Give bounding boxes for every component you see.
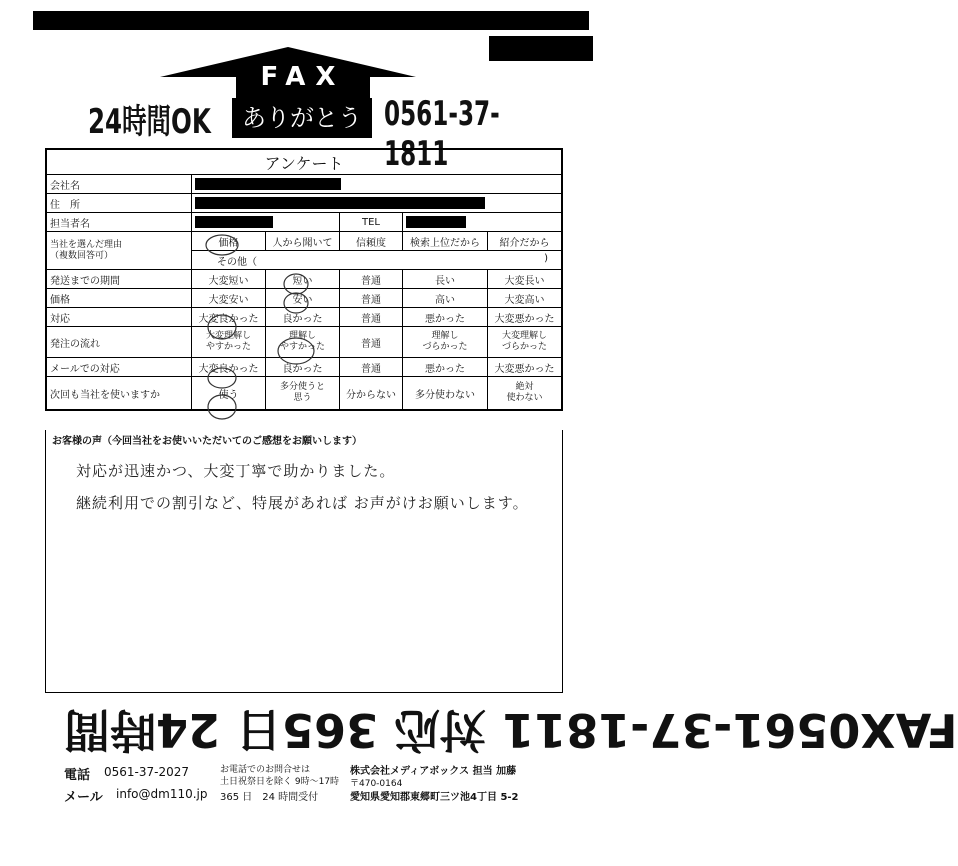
option-label: 絶対 使わない [506,382,543,403]
call-note-1: お電話でのお問合せは [220,765,311,775]
row-label-order-flow: 発注の流れ [47,327,192,358]
reason-option-label: 紹介だから [499,237,550,249]
handwritten-circles [0,0,612,430]
row-label-response: 対応 [47,308,192,327]
tel-label: TEL [340,213,403,232]
circle-mark [208,395,236,419]
option-label: 大変良かった [198,363,259,375]
circle-mark [284,293,308,313]
comments-heading: お客様の声（今回当社をお使いいただいてのご感想をお願いします） [52,436,362,447]
option-label: 大変短い [208,275,249,287]
handwritten-comment-line1: 対応が迅速かつ、大変丁寧で助かりました。 [76,462,396,480]
option-label: 普通 [360,338,381,350]
option-label: 普通 [360,275,381,287]
reason-option-label: 人から聞いて [272,237,333,249]
option-label: 使う [218,389,239,401]
fax-note: 365 日 24 時間受付 [220,792,319,803]
option-label: 良かった [282,313,323,325]
fax-phone-number: 0561-37-1811 [384,94,500,174]
circle-mark [284,274,308,294]
fax-heading: FAX [260,62,346,92]
option-label: 短い [292,275,313,287]
handwritten-comment-line2: 継続利用での割引など、特展があれば お声がけお願いします。 [76,494,529,512]
reason-other-label: その他（ [217,256,257,268]
option-label: 安い [292,294,313,306]
reason-option-label: 検索上位だから [409,237,480,249]
option-label: 分からない [345,389,396,401]
comments-box[interactable] [45,430,563,693]
survey-title: アンケート [47,150,562,175]
company-label: 会社名 [47,175,192,194]
option-label: 長い [434,275,455,287]
option-label: 良かった [282,363,323,375]
option-label: 普通 [360,294,381,306]
option-label: 悪かった [424,363,465,375]
fax-banner-text: FAX0561-37-1811 対応 365日 24時間 [64,703,958,757]
option-label: 大変高い [504,294,545,306]
option-label: 大変長い [504,275,545,287]
address-label: 住 所 [47,194,192,213]
tel-footer-number: 0561-37-2027 [104,765,190,779]
hours-label: 24時間OK [88,102,211,142]
company-address: 愛知県愛知郡東郷町三ツ池4丁目 5-2 [350,792,519,803]
reason-option-label: 価格 [218,237,239,249]
fax-banner [64,700,958,758]
circle-mark [278,338,314,364]
circle-mark [208,315,236,339]
mail-footer-address[interactable]: info@dm110.jp [116,787,208,801]
reason-other-close: ) [544,252,548,264]
option-label: 理解し づらかった [422,331,468,352]
option-label: 大変悪かった [494,363,555,375]
row-label-next-time: 次回も当社を使いますか [47,377,192,410]
thanks-label: ありがとう [232,98,372,138]
option-label: 普通 [360,363,381,375]
reason-label: 当社を選んだ理由 （複数回答可） [47,232,192,270]
option-label: 理解し やすかった [279,331,325,352]
row-label-email: メールでの対応 [47,358,192,377]
option-label: 大変悪かった [494,313,555,325]
circle-mark [208,368,236,388]
reason-option-label: 信頼度 [355,237,386,249]
mail-footer-label: メール [64,790,103,805]
option-label: 大変良かった [198,313,259,325]
option-label: 大変理解し やすかった [205,331,251,352]
call-note-2: 土日祝祭日を除く 9時〜17時 [220,777,340,787]
row-label-shipping: 発送までの期間 [47,270,192,289]
circle-mark [206,235,238,255]
row-label-price: 価格 [47,289,192,308]
option-label: 大変理解し づらかった [501,331,547,352]
tel-footer-label: 電話 [64,768,91,783]
zip-code: 〒470-0164 [350,779,403,789]
option-label: 大変安い [208,294,249,306]
company-name: 株式会社メディアボックス 担当 加藤 [350,766,517,777]
option-label: 高い [434,294,455,306]
footer [64,764,584,824]
option-label: 多分使わない [414,389,475,401]
option-label: 普通 [360,313,381,325]
person-label: 担当者名 [47,213,192,232]
option-label: 悪かった [424,313,465,325]
option-label: 多分使うと 思う [279,382,325,403]
